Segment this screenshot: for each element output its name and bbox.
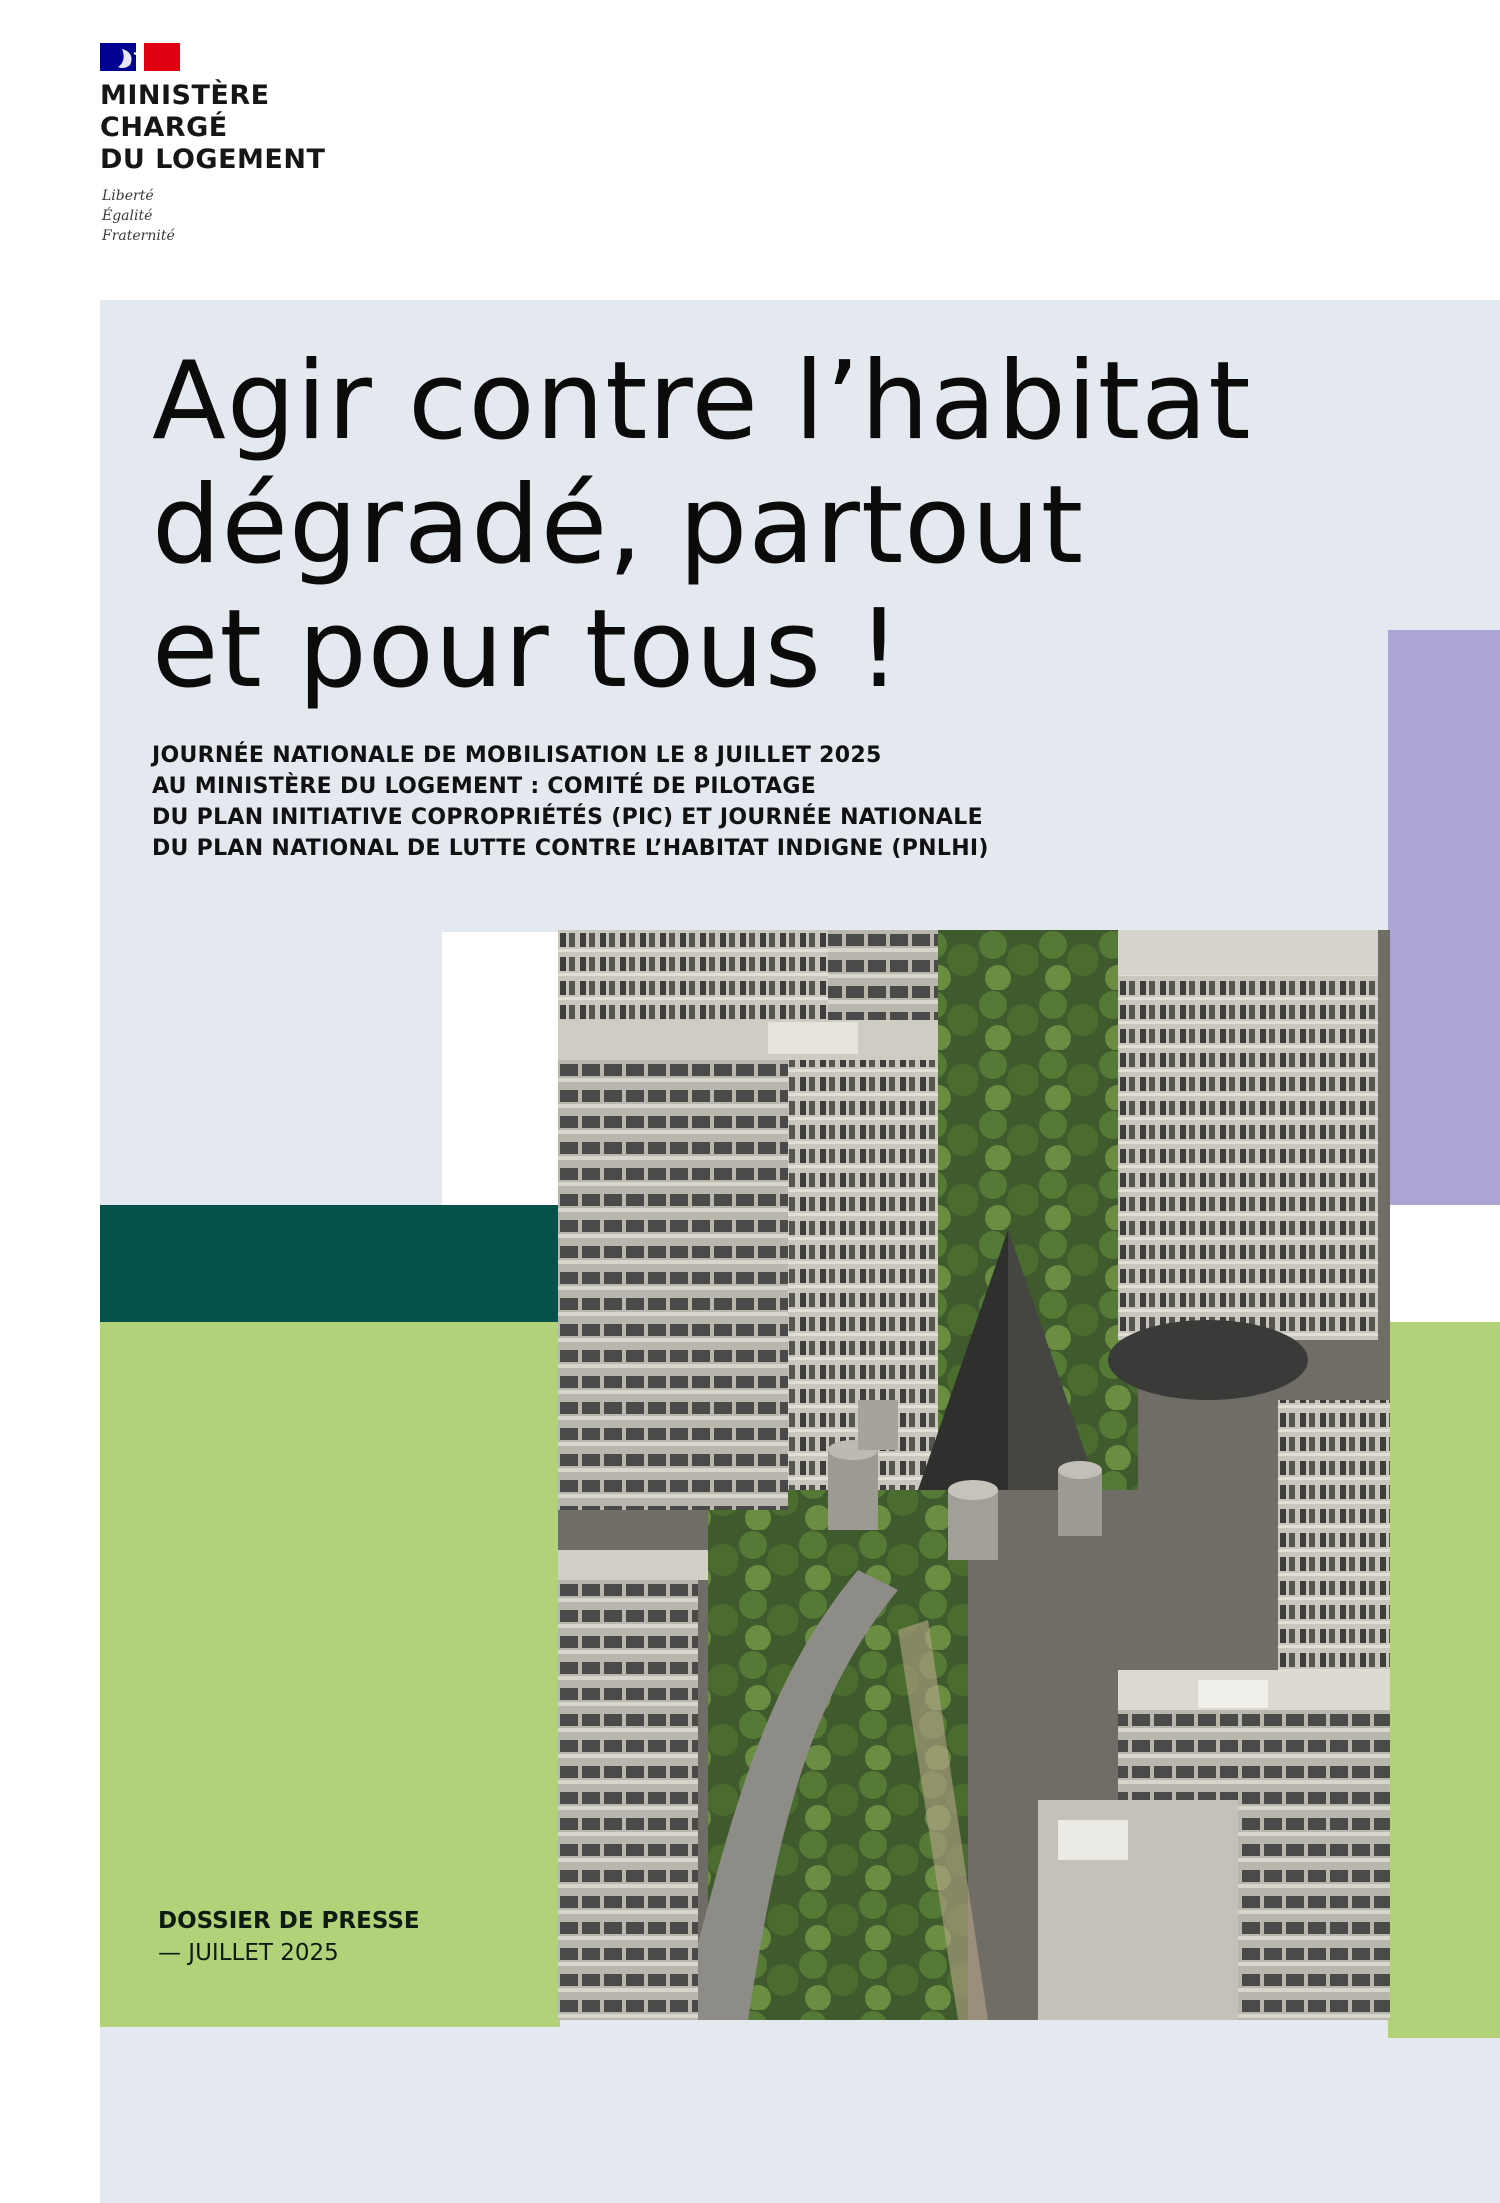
subtitle-line: AU MINISTÈRE DU LOGEMENT : COMITÉ DE PILOTAGE [152, 774, 817, 799]
marianne-flag-icon [100, 43, 180, 71]
dark-green-band [100, 1205, 560, 1323]
white-accent-block-right [1388, 1205, 1500, 1322]
event-subtitle [152, 740, 1302, 864]
motto-line: Égalité [102, 208, 153, 224]
cover-photo [558, 930, 1390, 2020]
republic-motto [102, 186, 222, 246]
press-label [158, 1905, 538, 1969]
press-date: — JUILLET 2025 [158, 1940, 339, 1966]
subtitle-line: DU PLAN INITIATIVE COPROPRIÉTÉS (PIC) ET JOURNÉE NATIONALE [152, 805, 983, 830]
green-accent-block-right [1388, 1322, 1500, 2038]
ministry-line: CHARGÉ [100, 112, 228, 143]
title-line: dégradé, partout [152, 463, 1085, 588]
page-title [152, 340, 1382, 712]
motto-line: Fraternité [102, 228, 175, 244]
title-line: Agir contre l’habitat [152, 339, 1252, 464]
subtitle-line: DU PLAN NATIONAL DE LUTTE CONTRE L’HABITAT INDIGNE (PNLHI) [152, 836, 989, 861]
ministry-line: DU LOGEMENT [100, 144, 326, 175]
title-line: et pour tous ! [152, 587, 902, 712]
aerial-view-residential-towers-and-church-icon [558, 930, 1390, 2020]
ministry-line: MINISTÈRE [100, 80, 270, 111]
motto-line: Liberté [102, 188, 154, 204]
press-title: DOSSIER DE PRESSE [158, 1908, 420, 1934]
lilac-accent-block [1388, 630, 1500, 1205]
subtitle-line: JOURNÉE NATIONALE DE MOBILISATION LE 8 JUILLET 2025 [152, 743, 882, 768]
white-accent-block-left [442, 932, 560, 1206]
ministry-name [100, 80, 400, 176]
